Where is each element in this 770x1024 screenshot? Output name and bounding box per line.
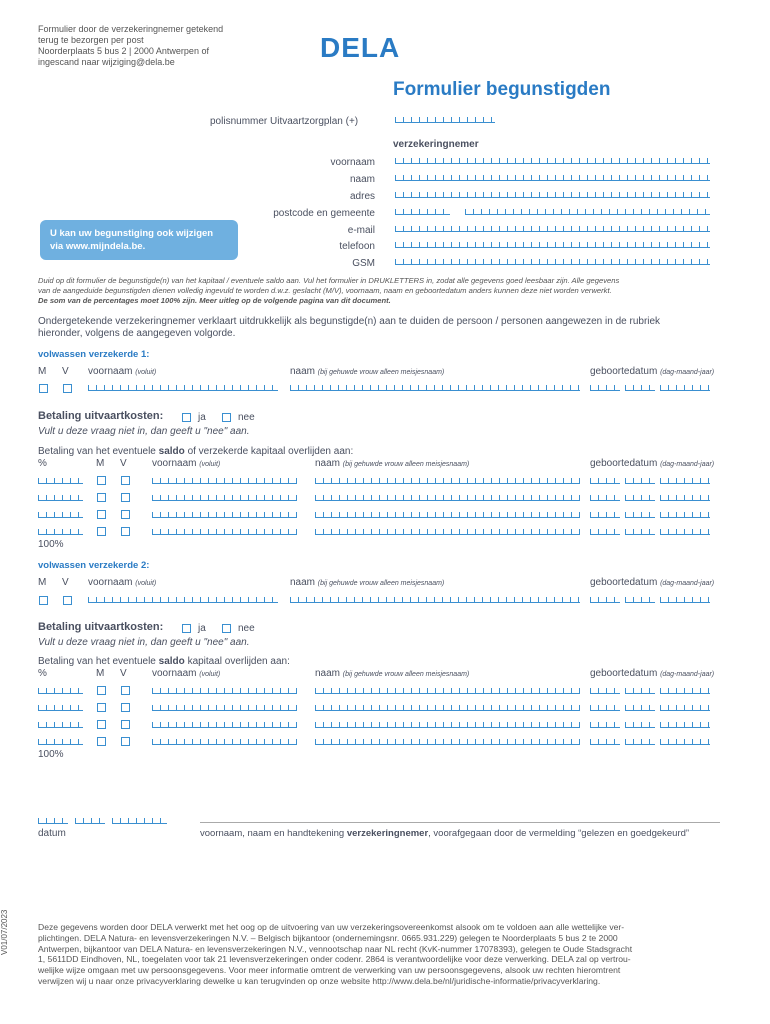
day-input[interactable]	[590, 477, 620, 484]
v-checkbox[interactable]	[121, 720, 130, 729]
v-checkbox[interactable]	[63, 384, 72, 393]
signature-label: voornaam, naam en handtekening verzekeringnemer, voorafgegaan door de vermelding “gelezen en goedgekeurd”	[200, 828, 690, 839]
v-checkbox[interactable]	[121, 510, 130, 519]
voornaam-input[interactable]	[395, 157, 710, 164]
v-checkbox[interactable]	[121, 737, 130, 746]
saldo-text: Betaling van het eventuele saldo of verzekerde kapitaal overlijden aan:	[38, 446, 354, 457]
voornaam-input[interactable]	[152, 511, 297, 518]
ja-label: ja	[198, 412, 206, 423]
voornaam-input[interactable]	[152, 528, 297, 535]
day-input[interactable]	[590, 687, 620, 694]
field-label: postcode en gemeente	[273, 208, 375, 219]
voornaam-input[interactable]	[152, 477, 297, 484]
col-voornaam: voornaam (voluit)	[152, 668, 221, 679]
voornaam-input[interactable]	[88, 596, 278, 603]
sign-year-input[interactable]	[112, 817, 167, 824]
naam-input[interactable]	[315, 477, 580, 484]
ja-label: ja	[198, 623, 206, 634]
year-input[interactable]	[660, 687, 710, 694]
insured-heading: verzekeringnemer	[393, 139, 479, 150]
day-input[interactable]	[590, 511, 620, 518]
m-checkbox[interactable]	[97, 703, 106, 712]
m-checkbox[interactable]	[97, 510, 106, 519]
insured1-title: volwassen verzekerde 1:	[38, 349, 150, 360]
percentage-input[interactable]	[38, 494, 83, 501]
total-pct: 100%	[38, 749, 64, 760]
m-checkbox[interactable]	[39, 384, 48, 393]
col-v: V	[120, 458, 127, 469]
gemeente-input[interactable]	[465, 208, 710, 215]
v-checkbox[interactable]	[121, 476, 130, 485]
col-m: M	[96, 668, 105, 679]
field-label: telefoon	[339, 241, 375, 252]
col-naam: naam (bij gehuwde vrouw alleen meisjesnaam)	[315, 458, 470, 469]
naam-input[interactable]	[315, 704, 580, 711]
naam-input[interactable]	[315, 687, 580, 694]
voornaam-input[interactable]	[152, 494, 297, 501]
percentage-input[interactable]	[38, 704, 83, 711]
year-input[interactable]	[660, 596, 710, 603]
col-naam: naam (bij gehuwde vrouw alleen meisjesnaam)	[315, 668, 470, 679]
col-naam: naam (bij gehuwde vrouw alleen meisjesnaam)	[290, 577, 445, 588]
dela-logo: DELA	[320, 32, 401, 63]
nee-label: nee	[238, 623, 255, 634]
percentage-input[interactable]	[38, 528, 83, 535]
col-geboortedatum: geboortedatum (dag-maand-jaar)	[590, 577, 715, 588]
col-v: V	[62, 577, 69, 588]
col-geboortedatum: geboortedatum (dag-maand-jaar)	[590, 458, 715, 469]
funeral-title: Betaling uitvaartkosten:	[38, 621, 164, 633]
day-input[interactable]	[590, 721, 620, 728]
col-naam: naam (bij gehuwde vrouw alleen meisjesnaam)	[290, 366, 445, 377]
naam-input[interactable]	[315, 494, 580, 501]
naam-input[interactable]	[395, 174, 710, 181]
year-input[interactable]	[660, 721, 710, 728]
col-voornaam: voornaam (voluit)	[88, 366, 157, 377]
col-geboortedatum: geboortedatum (dag-maand-jaar)	[590, 668, 715, 679]
gsm-input[interactable]	[395, 258, 710, 265]
version-label: V01/07/2023	[0, 909, 9, 955]
m-checkbox[interactable]	[97, 476, 106, 485]
adres-input[interactable]	[395, 191, 710, 198]
col-pct: %	[38, 458, 47, 469]
col-m: M	[96, 458, 105, 469]
field-label: naam	[349, 174, 375, 185]
month-input[interactable]	[625, 738, 655, 745]
month-input[interactable]	[625, 687, 655, 694]
insured2-title: volwassen verzekerde 2:	[38, 560, 150, 571]
v-checkbox[interactable]	[121, 703, 130, 712]
postcode-input[interactable]	[395, 208, 450, 215]
funeral-hint: Vult u deze vraag niet in, dan geeft u "nee" aan.	[38, 637, 250, 648]
m-checkbox[interactable]	[97, 737, 106, 746]
naam-input[interactable]	[315, 721, 580, 728]
privacy-footer: Deze gegevens worden door DELA verwerkt met het oog op de uitvoering van uw verzekeringsovereenkomst alsook om te voldoen aan alle wettelijke ver- plichtingen. DELA Natura- en levensverzekeringen N.V. – Belgisch bijkantoor (ondernemingsnr. 0665.931.229) gelegen te Noorderplaats 5 bus 2 te 2000 Antwerpen, bijkantoor van DELA Natura- en levensverzekeringen N.V., vennootschap naar NL recht (KvK-nummer 17078393), gelegen te Oude Stadsgracht 1, 5611DD Eindhoven, NL, toegelaten voor tak 21 levensverzekeringen onder codenr. 2864 is verantwoordelijke voor deze verwerking. DELA zal op vertrou- welijke wijze omgaan met uw persoonsgegevens. Voor meer informatie omtrent de verwerking van uw persoonsgegevens, alsook uw rechten hieromtrent verwijzen wij u naar onze privacyverklaring dewelke u kan terugvinden op onze website http://www.dela.be/nl/juridische-informatie/privacyverklaring.	[38, 922, 633, 986]
v-checkbox[interactable]	[121, 686, 130, 695]
m-checkbox[interactable]	[97, 493, 106, 502]
day-input[interactable]	[590, 528, 620, 535]
m-checkbox[interactable]	[97, 720, 106, 729]
day-input[interactable]	[590, 596, 620, 603]
nee-checkbox[interactable]	[222, 624, 231, 633]
field-label: adres	[349, 191, 375, 202]
sign-month-input[interactable]	[75, 817, 105, 824]
day-input[interactable]	[590, 494, 620, 501]
return-address: Formulier door de verzekeringnemer getekend terug te bezorgen per post Noorderplaats 5 bus 2 | 2000 Antwerpen of ingescand naar wijziging@dela.be	[38, 24, 224, 67]
naam-input[interactable]	[315, 511, 580, 518]
percentage-input[interactable]	[38, 738, 83, 745]
field-label: voornaam	[330, 157, 375, 168]
col-m: M	[38, 366, 47, 377]
online-callout: U kan uw begunstiging ook wijzigen via www.mijndela.be.	[40, 220, 238, 260]
percentage-input[interactable]	[38, 687, 83, 694]
month-input[interactable]	[625, 511, 655, 518]
policy-label: polisnummer Uitvaartzorgplan (+)	[210, 116, 359, 127]
col-v: V	[62, 366, 69, 377]
month-input[interactable]	[625, 494, 655, 501]
sign-day-input[interactable]	[38, 817, 68, 824]
total-pct: 100%	[38, 539, 64, 550]
year-input[interactable]	[660, 704, 710, 711]
m-checkbox[interactable]	[97, 686, 106, 695]
ja-checkbox[interactable]	[182, 624, 191, 633]
voornaam-input[interactable]	[152, 721, 297, 728]
voornaam-input[interactable]	[88, 384, 278, 391]
day-input[interactable]	[590, 738, 620, 745]
v-checkbox[interactable]	[121, 493, 130, 502]
page-title: Formulier begunstigden	[393, 79, 611, 100]
month-input[interactable]	[625, 384, 655, 391]
naam-input[interactable]	[315, 528, 580, 535]
funeral-hint: Vult u deze vraag niet in, dan geeft u "nee" aan.	[38, 426, 250, 437]
col-m: M	[38, 577, 47, 588]
declaration: Ondergetekende verzekeringnemer verklaart uitdrukkelijk als begunstigde(n) aan te duiden de persoon / personen aangewezen in de rubriek hieronder, volgens de aangegeven volgorde.	[38, 316, 661, 339]
naam-input[interactable]	[290, 596, 580, 603]
saldo-text: Betaling van het eventuele saldo kapitaal overlijden aan:	[38, 656, 290, 667]
day-input[interactable]	[590, 384, 620, 391]
col-geboortedatum: geboortedatum (dag-maand-jaar)	[590, 366, 715, 377]
policy-input[interactable]	[395, 116, 495, 123]
instructions: Duid op dit formulier de begunstigde(n) van het kapitaal / eventuele saldo aan. Vul het formulier in DRUKLETTERS in, zodat alle gegevens goed leesbaar zijn. Alle gegevens van de aangeduide begunstigden dienen volledig ingevuld te worden d.w.z. geslacht (M/V), voornaam, naam en geboortedatum anders kunnen deze niet worden verwerkt. De som van de percentages moet 100% zijn. Meer uitleg op de volgende pagina van dit document.	[38, 276, 620, 305]
col-pct: %	[38, 668, 47, 679]
voornaam-input[interactable]	[152, 687, 297, 694]
month-input[interactable]	[625, 721, 655, 728]
month-input[interactable]	[625, 596, 655, 603]
year-input[interactable]	[660, 384, 710, 391]
m-checkbox[interactable]	[97, 527, 106, 536]
signature-line[interactable]	[200, 822, 720, 823]
v-checkbox[interactable]	[121, 527, 130, 536]
year-input[interactable]	[660, 477, 710, 484]
year-input[interactable]	[660, 738, 710, 745]
naam-input[interactable]	[315, 738, 580, 745]
year-input[interactable]	[660, 494, 710, 501]
field-label: e-mail	[347, 225, 375, 236]
month-input[interactable]	[625, 477, 655, 484]
voornaam-input[interactable]	[152, 738, 297, 745]
field-label: GSM	[352, 258, 375, 269]
date-label: datum	[38, 828, 66, 839]
day-input[interactable]	[590, 704, 620, 711]
percentage-input[interactable]	[38, 477, 83, 484]
month-input[interactable]	[625, 528, 655, 535]
year-input[interactable]	[660, 511, 710, 518]
percentage-input[interactable]	[38, 721, 83, 728]
funeral-title: Betaling uitvaartkosten:	[38, 410, 164, 422]
email-input[interactable]	[395, 225, 710, 232]
col-voornaam: voornaam (voluit)	[152, 458, 221, 469]
ja-checkbox[interactable]	[182, 413, 191, 422]
month-input[interactable]	[625, 704, 655, 711]
col-voornaam: voornaam (voluit)	[88, 577, 157, 588]
col-v: V	[120, 668, 127, 679]
m-checkbox[interactable]	[39, 596, 48, 605]
v-checkbox[interactable]	[63, 596, 72, 605]
percentage-input[interactable]	[38, 511, 83, 518]
nee-label: nee	[238, 412, 255, 423]
year-input[interactable]	[660, 528, 710, 535]
nee-checkbox[interactable]	[222, 413, 231, 422]
telefoon-input[interactable]	[395, 241, 710, 248]
voornaam-input[interactable]	[152, 704, 297, 711]
naam-input[interactable]	[290, 384, 580, 391]
